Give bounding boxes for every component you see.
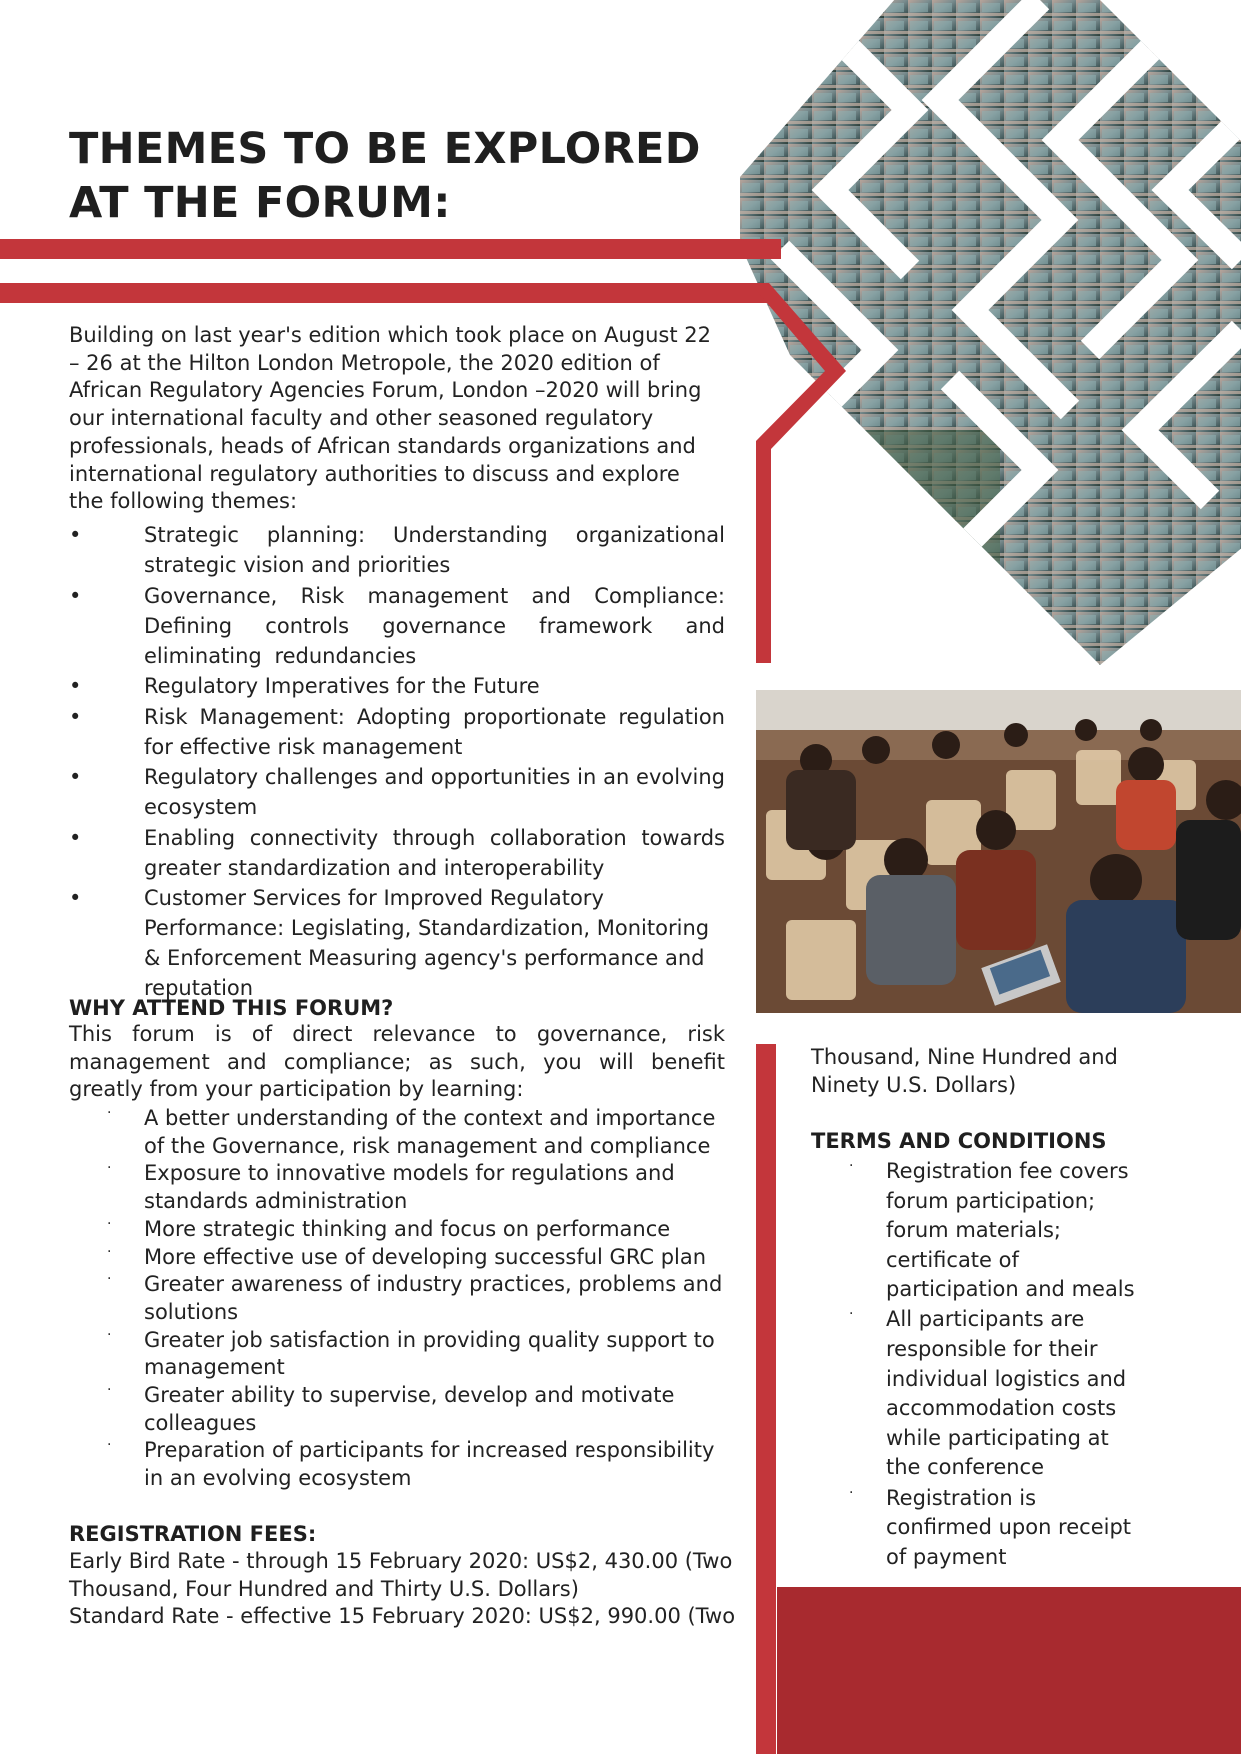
bullet-icon: · bbox=[107, 1382, 112, 1399]
list-item: · Registration is confirmed upon receipt of payment bbox=[811, 1484, 1141, 1573]
bullet-icon: · bbox=[107, 1105, 112, 1121]
conference-audience-photo bbox=[756, 690, 1241, 1013]
registration-fees-continued: Thousand, Nine Hundred and Ninety U.S. Dollars) bbox=[811, 1045, 1118, 1097]
red-stripe-lower bbox=[0, 283, 769, 303]
registration-line: Early Bird Rate - through 15 February 2020: US$2, 430.00 (Two bbox=[69, 1549, 733, 1573]
themes-list bbox=[69, 520, 725, 1004]
list-item: · More strategic thinking and focus on performance bbox=[69, 1216, 725, 1244]
list-item: • Risk Management: Adopting proportionate regulation for effective risk management bbox=[69, 702, 725, 762]
list-item: • Governance, Risk management and Compliance: Defining controls governance framework and eliminating redundancies bbox=[69, 581, 725, 671]
list-item: · Greater job satisfaction in providing quality support to management bbox=[69, 1327, 725, 1382]
bullet-icon: • bbox=[69, 886, 82, 910]
why-attend-heading: WHY ATTEND THIS FORUM? bbox=[69, 996, 394, 1020]
intro-paragraph: Building on last year's edition which took place on August 22 – 26 at the Hilton London Metropole, the 2020 edition of African Regulatory Agencies Forum, London –2020 will bring our international faculty and other seasoned regulatory professionals, heads of African standards organizations and international regulatory authorities to discuss and explore the following themes: bbox=[69, 323, 711, 514]
registration-fees-text bbox=[69, 1548, 736, 1631]
bullet-icon: • bbox=[69, 674, 82, 698]
bullet-icon: • bbox=[69, 765, 82, 789]
red-stripe-upper bbox=[0, 239, 781, 259]
list-item: • Regulatory Imperatives for the Future bbox=[69, 671, 725, 701]
list-item: · All participants are responsible for their individual logistics and accommodation costs while participating at the conference bbox=[811, 1305, 1141, 1483]
list-item: · Exposure to innovative models for regulations and standards administration bbox=[69, 1160, 725, 1215]
why-attend-intro: This forum is of direct relevance to governance, risk management and compliance; as such, you will benefit greatly from your participation by learning: bbox=[69, 1022, 725, 1102]
bullet-icon: · bbox=[107, 1437, 112, 1454]
registration-line: Thousand, Four Hundred and Thirty U.S. Dollars) bbox=[69, 1576, 579, 1601]
bullet-icon: · bbox=[849, 1306, 854, 1323]
list-item: • Regulatory challenges and opportunities in an evolving ecosystem bbox=[69, 762, 725, 822]
red-vertical-bar bbox=[756, 1044, 776, 1754]
list-item: · More effective use of developing successful GRC plan bbox=[69, 1244, 725, 1272]
bullet-icon: · bbox=[107, 1326, 112, 1343]
registration-line: Standard Rate - effective 15 February 2020: US$2, 990.00 (Two bbox=[69, 1604, 736, 1629]
registration-fees-heading: REGISTRATION FEES: bbox=[69, 1522, 317, 1546]
list-item: · A better understanding of the context and importance of the Governance, risk management and compliance bbox=[69, 1105, 725, 1160]
list-item: • Customer Services for Improved Regulatory Performance: Legislating, Standardization, Monitoring & Enforcement Measuring agency's performance and reputation bbox=[69, 883, 725, 1003]
bullet-icon: • bbox=[69, 523, 82, 547]
list-item: · Greater awareness of industry practices, problems and solutions bbox=[69, 1271, 725, 1326]
bullet-icon: • bbox=[69, 825, 82, 850]
bullet-icon: · bbox=[107, 1160, 112, 1177]
benefits-list bbox=[69, 1105, 725, 1493]
list-item: · Greater ability to supervise, develop and motivate colleagues bbox=[69, 1382, 725, 1437]
bullet-icon: · bbox=[107, 1215, 112, 1232]
title-line-2: AT THE FORUM: bbox=[69, 178, 451, 228]
bullet-icon: · bbox=[849, 1484, 854, 1501]
title-line-1: THEMES TO BE EXPLORED bbox=[69, 124, 701, 174]
bullet-icon: • bbox=[69, 704, 82, 729]
bullet-icon: • bbox=[69, 583, 82, 608]
bullet-icon: · bbox=[107, 1243, 112, 1260]
list-item: • Strategic planning: Understanding organizational strategic vision and priorities bbox=[69, 520, 725, 580]
terms-heading: TERMS AND CONDITIONS bbox=[811, 1129, 1107, 1153]
bullet-icon: · bbox=[107, 1271, 112, 1288]
list-item: • Enabling connectivity through collaboration towards greater standardization and interoperability bbox=[69, 823, 725, 883]
bottom-red-block bbox=[777, 1587, 1241, 1754]
red-stripe-angled bbox=[750, 283, 860, 663]
bullet-icon: · bbox=[849, 1158, 854, 1174]
page-title bbox=[69, 122, 701, 230]
list-item: · Preparation of participants for increased responsibility in an evolving ecosystem bbox=[69, 1437, 725, 1492]
list-item: · Registration fee covers forum participation; forum materials; certificate of participation and meals bbox=[811, 1157, 1141, 1305]
terms-list bbox=[811, 1157, 1141, 1573]
